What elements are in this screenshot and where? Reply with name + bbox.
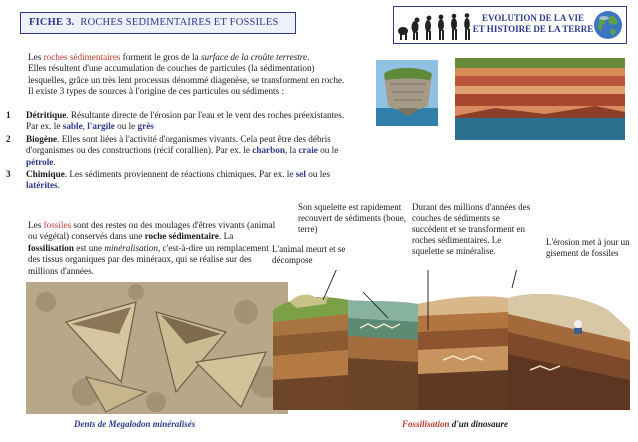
type-sep: ou le (114, 121, 138, 132)
fossil-text: sont des restes ou des moulages d'êtres vivants (animal ou végétal) conservés dans une (28, 220, 276, 242)
megalodon-teeth-photo (26, 282, 288, 414)
sediment-types-list (6, 110, 346, 193)
diagram-caption-death: L'animal meurt et se décompose (272, 244, 346, 265)
intro-paragraph (28, 52, 346, 98)
caption-dino-rest: d'un dinosaure (449, 419, 509, 429)
example-term: charbon (252, 145, 285, 156)
fossilisation-strata-diagram (268, 270, 636, 418)
diagram-caption-covered: Son squelette est rapidement recouvert de sédiments (boue, terre) (298, 202, 406, 234)
term-fossilisation: fossilisation (28, 242, 74, 253)
intro-text: forment le gros de la (120, 52, 201, 62)
type-end: . (53, 156, 56, 167)
term-roche-sedimentaire: roche sédimentaire (144, 231, 220, 242)
intro-text-2: Elles résultent d'une accumulation de couches de particules (la sédimentation) lesquelles, grâce un très lent processus dénommé diagenèse, se transforment en roche. Il existe 3 types de sources à l'origine de ces particules ou sédiments : (28, 63, 345, 97)
fiche-heading: ROCHES SEDIMENTAIRES ET FOSSILES (80, 17, 279, 28)
example-term: sable (62, 121, 83, 132)
type-number: 3 (6, 169, 11, 180)
evolution-silhouettes-icon (396, 11, 476, 41)
evolution-banner (393, 6, 627, 44)
fossil-text: . La (219, 231, 234, 242)
type-name: Détritique (26, 110, 67, 120)
type-end: . (57, 180, 60, 191)
evolution-line-1: EVOLUTION DE LA VIE (482, 13, 584, 23)
example-term: craie (298, 145, 318, 156)
diagram-caption-erosion: L'érosion met à jour un gisement de fossiles (546, 237, 630, 258)
type-text: . Résultante directe de l'érosion par l'eau et le vent des roches préexistantes. Par ex. le (26, 110, 345, 132)
example-term: latérites (26, 180, 58, 191)
list-item (6, 134, 346, 168)
type-sep: , (82, 121, 88, 132)
evolution-line-2: ET HISTOIRE DE LA TERRE (472, 24, 594, 34)
type-sep: ou les (305, 169, 330, 180)
fiche-label: FICHE 3. (29, 17, 75, 28)
list-item (6, 110, 346, 133)
term-mineralisation: minéralisation (104, 242, 158, 253)
fossil-text: , c'est-à-dire un remplacement des tissus organiques par des minéraux, qui se réalise sur des millions d'années. (28, 242, 269, 276)
example-term: grès (137, 121, 154, 132)
type-sep: , la (284, 145, 299, 156)
term-croute: surface de la croûte terrestre (200, 52, 308, 62)
dinosaur-caption (402, 419, 508, 429)
term-fossiles: fossiles (43, 220, 72, 230)
globe-icon (593, 10, 623, 40)
term-roches-sedimentaires: roches sédimentaires (43, 52, 121, 62)
example-term: sel (295, 169, 306, 180)
type-sep: ou le (317, 145, 339, 156)
fiche-title (20, 12, 296, 34)
teeth-caption: Dents de Megalodon minéralisés (74, 419, 196, 429)
type-name: Biogène (26, 133, 58, 144)
caption-fossilisation: Fossilisation (402, 419, 450, 429)
fossils-paragraph (28, 220, 276, 277)
type-text: . Elles sont liées à l'activité d'organismes vivants. Cela peut être des débris d'organismes ou des constructions (récif corallien). Par ex. le (26, 133, 331, 156)
example-term: l'argile (87, 121, 115, 132)
type-number: 2 (6, 133, 11, 144)
intro-text: . (307, 52, 310, 62)
diagram-caption-mineralise: Durant des millions d'années des couches de sédiments se succèdent et se transforment en roches sédimentaires. Le squelette se minéralise. (412, 202, 531, 256)
example-term: pétrole (26, 156, 54, 167)
type-text: . Les sédiments proviennent de réactions chimiques. Par ex. le (64, 169, 296, 180)
rock-pillar-photo (376, 60, 438, 126)
evolution-text (472, 13, 594, 35)
sedimentary-cliff-photo (455, 58, 625, 140)
type-name: Chimique (26, 169, 65, 180)
fossil-text: Les (28, 220, 44, 230)
fossil-text: est une (73, 242, 105, 253)
type-number: 1 (6, 110, 11, 120)
intro-text: Les (28, 52, 44, 62)
list-item (6, 169, 346, 192)
